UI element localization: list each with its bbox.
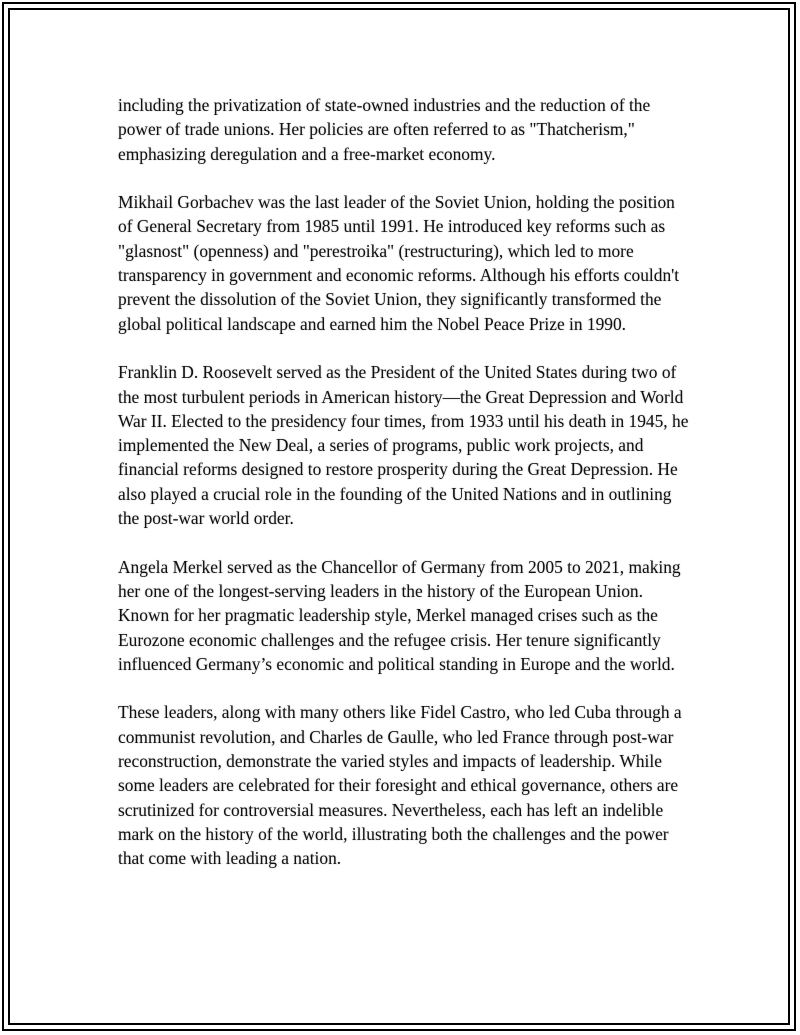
paragraph-conclusion: These leaders, along with many others like Fidel Castro, who led Cuba through a communist revolution, and Charles de Gaulle, who led France through post-war reconstruction, demonstrate the varied styles and impacts of leadership. While some leaders are celebrated for their foresight and ethical governance, others are scrutinized for controversial measures. Nevertheless, each has left an indelible mark on the history of the world, illustrating both the challenges and the power that come with leading a nation. [118,702,682,869]
paragraph-thatcher-continued: including the privatization of state-owned industries and the reduction of the power of trade unions. Her policies are often referred to as "Thatcherism," emphasizing deregulation and a free-market economy. [118,95,651,164]
document-body [118,93,690,895]
paragraph-gorbachev: Mikhail Gorbachev was the last leader of the Soviet Union, holding the position of General Secretary from 1985 until 1991. He introduced key reforms such as "glasnost" (openness) and "perestroika" (restructuring), which led to more transparency in government and economic reforms. Although his efforts couldn't prevent the dissolution of the Soviet Union, they significantly transformed the global political landscape and earned him the Nobel Peace Prize in 1990. [118,192,680,334]
paragraph-roosevelt: Franklin D. Roosevelt served as the President of the United States during two of the most turbulent periods in American history—the Great Depression and World War II. Elected to the presidency four times, from 1933 until his death in 1945, he implemented the New Deal, a series of programs, public work projects, and financial reforms designed to restore prosperity during the Great Depression. He also played a crucial role in the founding of the United Nations and in outlining the post-war world order. [118,362,689,529]
paragraph-merkel: Angela Merkel served as the Chancellor of Germany from 2005 to 2021, making her one of the longest-serving leaders in the history of the European Union. Known for her pragmatic leadership style, Merkel managed crises such as the Eurozone economic challenges and the refugee crisis. Her tenure significantly influenced Germany’s economic and political standing in Europe and the world. [118,556,681,674]
